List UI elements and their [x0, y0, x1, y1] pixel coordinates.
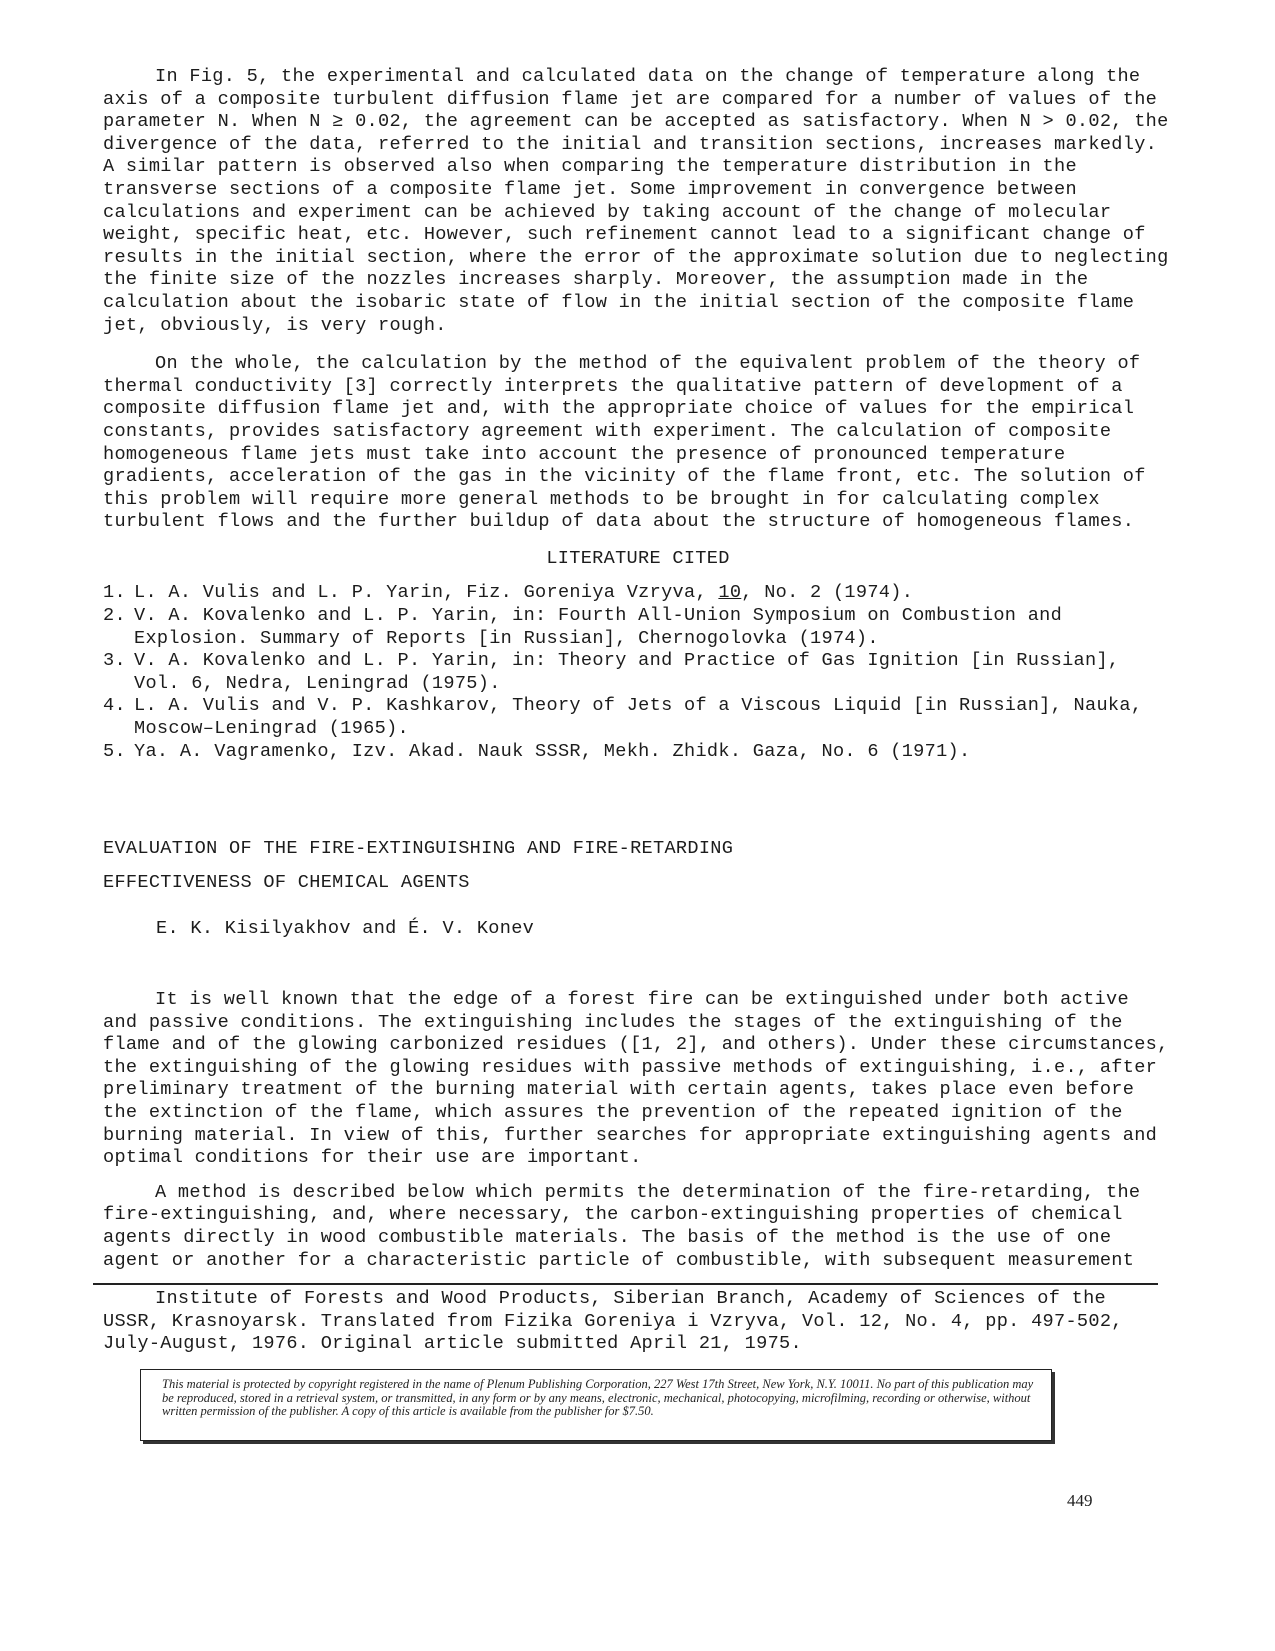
footnote-divider	[93, 1283, 1158, 1285]
copyright-notice: This material is protected by copyright registered in the name of Plenum Publishing Corporation, 227 West 17th Street, New York, N.Y. 10011. No part of this publication may be reproduced, stored in a retrieval system, or transmitted, in any form or by any means, electronic, mechanical, photocopying, microfilming, recording or otherwise, without written permission of the publisher. A copy of this article is available from the publisher for $7.50.	[162, 1377, 1034, 1418]
page-number: 449	[1067, 1491, 1093, 1510]
article-title-line-2: EFFECTIVENESS OF CHEMICAL AGENTS	[103, 872, 470, 893]
reference-item-5	[103, 741, 1173, 764]
article-body	[103, 989, 1173, 1272]
reference-number: 1.	[103, 582, 126, 604]
reference-number: 4.	[103, 695, 126, 717]
reference-item-3	[103, 650, 1173, 695]
reference-list	[103, 582, 1173, 763]
reference-text: L. A. Vulis and L. P. Yarin, Fiz. Goreniya Vzryva,	[134, 582, 719, 604]
footnote	[103, 1288, 1173, 1356]
previous-article-continuation	[103, 66, 1173, 763]
reference-number: 2.	[103, 605, 126, 627]
reference-number: 3.	[103, 650, 126, 672]
reference-volume: 10	[718, 582, 742, 604]
reference-item-1	[103, 582, 1173, 605]
continued-paragraph-2: On the whole, the calculation by the method of the equivalent problem of the theory of thermal conductivity [3] correctly interprets the qualitative pattern of development of a composite diffusion flame jet and, with the appropriate choice of values for the empirical constants, provides satisfactory agreement with experiment. The calculation of composite homogeneous flame jets must take into account the presence of pronounced temperature gradients, acceleration of the gas in the vicinity of the flame front, etc. The solution of this problem will require more general methods to be brought in for calculating complex turbulent flows and the further buildup of data about the structure of homogeneous flames.	[103, 353, 1146, 533]
literature-cited-heading: LITERATURE CITED	[546, 547, 730, 569]
article-paragraph-2: A method is described below which permits the determination of the fire-retarding, the fire-extinguishing, and, where necessary, the carbon-extinguishing properties of chemical agents directly in wood combustible materials. The basis of the method is the use of one agent or another for a characteristic particle of combustible, with subsequent measurement	[103, 1181, 1141, 1271]
footnote-text: Institute of Forests and Wood Products, Siberian Branch, Academy of Sciences of the USSR, Krasnoyarsk. Translated from Fizika Goreniya i Vzryva, Vol. 12, No. 4, pp. 497-502, July-August, 1976. Original article submitted April 21, 1975.	[103, 1288, 1123, 1355]
reference-text: V. A. Kovalenko and L. P. Yarin, in: Fourth All-Union Symposium on Combustion and Explosion. Summary of Reports [in Russian], Chernogolovka (1974).	[134, 605, 1063, 649]
reference-item-2	[103, 605, 1173, 650]
article-paragraph-1: It is well known that the edge of a forest fire can be extinguished under both active and passive conditions. The extinguishing includes the stages of the extinguishing of the flame and of the glowing carbonized residues ([1, 2], and others). Under these circumstances, the extinguishing of the glowing residues with passive methods of extinguishing, i.e., after preliminary treatment of the burning material with certain agents, takes place even before the extinction of the flame, which assures the prevention of the repeated ignition of the burning material. In view of this, further searches for appropriate extinguishing agents and optimal conditions for their use are important.	[103, 989, 1169, 1169]
reference-item-4	[103, 695, 1173, 740]
article-title-line-1: EVALUATION OF THE FIRE-EXTINGUISHING AND FIRE-RETARDING	[103, 838, 734, 859]
reference-number: 5.	[103, 740, 126, 762]
reference-text: L. A. Vulis and V. P. Kashkarov, Theory of Jets of a Viscous Liquid [in Russian], Nauka, Moscow–Leningrad (1965).	[134, 695, 1143, 740]
reference-text: V. A. Kovalenko and L. P. Yarin, in: Theory and Practice of Gas Ignition [in Russian], Vol. 6, Nedra, Leningrad (1975).	[134, 650, 1120, 694]
copyright-notice-box	[140, 1369, 1052, 1441]
article-authors: E. K. Kisilyakhov and É. V. Konev	[156, 918, 535, 939]
reference-text-end: , No. 2 (1974).	[741, 582, 914, 604]
continued-paragraph-1: In Fig. 5, the experimental and calculated data on the change of temperature along the axis of a composite turbulent diffusion flame jet are compared for a number of values of the parameter N. When N ≥ 0.02, the agreement can be accepted as satisfactory. When N > 0.02, the divergence of the data, referred to the initial and transition sections, increases markedly. A similar pattern is observed also when comparing the temperature distribution in the transverse sections of a composite flame jet. Some improvement in convergence between calculations and experiment can be achieved by taking account of the change of molecular weight, specific heat, etc. However, such refinement cannot lead to a significant change of results in the initial section, where the error of the approximate solution due to neglecting the finite size of the nozzles increases sharply. Moreover, the assumption made in the calculation about the isobaric state of flow in the initial section of the composite flame jet, obviously, is very rough.	[103, 66, 1169, 336]
reference-text: Ya. A. Vagramenko, Izv. Akad. Nauk SSSR, Mekh. Zhidk. Gaza, No. 6 (1971).	[134, 740, 971, 762]
